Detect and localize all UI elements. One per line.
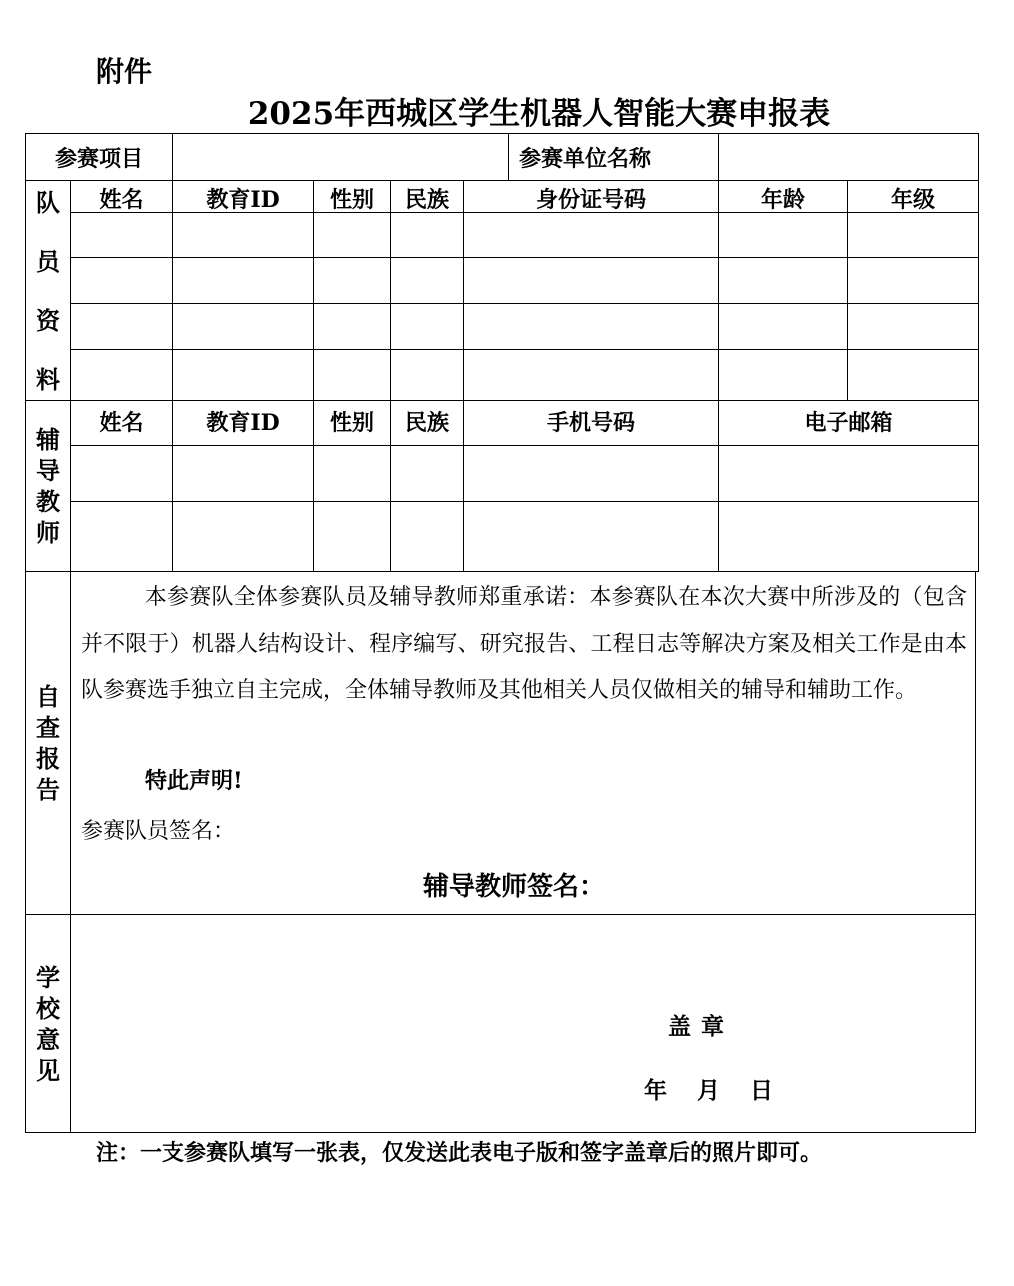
- team-cell[interactable]: [390, 303, 464, 350]
- team-section-label: [25, 180, 71, 401]
- unit-input[interactable]: [718, 133, 979, 181]
- self-check-label-char: 报: [36, 744, 60, 773]
- team-cell[interactable]: [390, 257, 464, 304]
- teacher-label-char: 导: [36, 456, 60, 485]
- teacher-label-char: 师: [36, 518, 60, 547]
- team-cell[interactable]: [390, 212, 464, 258]
- teacher-header-edu-id: 教育ID: [172, 400, 314, 446]
- teacher-section-label: [25, 400, 71, 572]
- team-header-ethnicity: 民族: [390, 180, 464, 213]
- team-header-gender: 性别: [313, 180, 391, 213]
- teacher-header-email: 电子邮箱: [718, 400, 979, 446]
- self-check-label-char: 自: [36, 682, 60, 711]
- attachment-label: 附件: [96, 55, 153, 88]
- date-label: 年 月 日: [644, 1077, 774, 1104]
- team-header-age: 年龄: [718, 180, 848, 213]
- team-cell[interactable]: [463, 212, 719, 258]
- teacher-cell[interactable]: [172, 501, 314, 572]
- team-header-edu-id: 教育ID: [172, 180, 314, 213]
- team-cell[interactable]: [718, 303, 848, 350]
- team-cell[interactable]: [313, 349, 391, 401]
- team-cell[interactable]: [718, 257, 848, 304]
- team-cell[interactable]: [313, 212, 391, 258]
- school-label-char: 意: [36, 1024, 60, 1054]
- team-cell[interactable]: [172, 212, 314, 258]
- teacher-signature-label: 辅导教师签名：: [423, 872, 606, 902]
- team-cell[interactable]: [463, 257, 719, 304]
- school-section-label: [25, 914, 71, 1133]
- teacher-header-gender: 性别: [313, 400, 391, 446]
- unit-label: 参赛单位名称: [508, 133, 719, 181]
- school-label-char: 学: [36, 962, 60, 992]
- team-cell[interactable]: [313, 303, 391, 350]
- teacher-cell[interactable]: [718, 501, 979, 572]
- footnote: 注：一支参赛队填写一张表，仅发送此表电子版和签字盖章后的照片即可。: [96, 1140, 823, 1166]
- self-check-label-char: 查: [36, 713, 60, 742]
- team-cell[interactable]: [172, 349, 314, 401]
- statement-text: 特此声明!: [145, 768, 243, 794]
- team-label-char: 资: [36, 305, 60, 335]
- team-cell[interactable]: [718, 212, 848, 258]
- team-cell[interactable]: [70, 212, 173, 258]
- team-cell[interactable]: [172, 303, 314, 350]
- team-cell[interactable]: [70, 257, 173, 304]
- teacher-label-char: 教: [36, 487, 60, 516]
- team-label-char: 料: [36, 364, 60, 394]
- team-cell[interactable]: [172, 257, 314, 304]
- team-cell[interactable]: [718, 349, 848, 401]
- school-label-char: 见: [36, 1055, 60, 1085]
- team-cell[interactable]: [463, 303, 719, 350]
- teacher-cell[interactable]: [390, 445, 464, 502]
- teacher-label-char: 辅: [36, 425, 60, 454]
- team-cell[interactable]: [70, 303, 173, 350]
- teacher-cell[interactable]: [70, 445, 173, 502]
- team-label-char: 队: [36, 187, 60, 217]
- declaration-text: 本参赛队全体参赛队员及辅导教师郑重承诺：本参赛队在本次大赛中所涉及的（包含并不限于）机器人结构设计、程序编写、研究报告、工程日志等解决方案及相关工作是由本队参赛选手独立自主完成，全体辅导教师及其他相关人员仅做相关的辅导和辅助工作。: [81, 585, 967, 703]
- teacher-cell[interactable]: [463, 445, 719, 502]
- seal-label: 盖章: [668, 1013, 734, 1040]
- team-cell[interactable]: [847, 212, 979, 258]
- team-header-grade: 年级: [847, 180, 979, 213]
- teacher-cell[interactable]: [463, 501, 719, 572]
- team-label-char: 员: [36, 246, 60, 276]
- teacher-cell[interactable]: [70, 501, 173, 572]
- form-title: 2025年西城区学生机器人智能大赛申报表: [247, 96, 831, 132]
- teacher-cell[interactable]: [313, 501, 391, 572]
- self-check-label-char: 告: [36, 775, 60, 804]
- team-header-id-number: 身份证号码: [463, 180, 719, 213]
- team-cell[interactable]: [847, 303, 979, 350]
- team-cell[interactable]: [847, 349, 979, 401]
- project-label: 参赛项目: [25, 133, 173, 181]
- team-header-name: 姓名: [70, 180, 173, 213]
- team-cell[interactable]: [390, 349, 464, 401]
- team-cell[interactable]: [70, 349, 173, 401]
- project-input[interactable]: [172, 133, 509, 181]
- member-signature-label: 参赛队员签名：: [81, 819, 236, 844]
- teacher-cell[interactable]: [390, 501, 464, 572]
- self-check-section-label: [25, 571, 71, 915]
- school-opinion-box[interactable]: [70, 914, 976, 1133]
- team-cell[interactable]: [313, 257, 391, 304]
- teacher-header-ethnicity: 民族: [390, 400, 464, 446]
- teacher-header-phone: 手机号码: [463, 400, 719, 446]
- teacher-header-name: 姓名: [70, 400, 173, 446]
- team-cell[interactable]: [463, 349, 719, 401]
- school-label-char: 校: [36, 993, 60, 1023]
- team-cell[interactable]: [847, 257, 979, 304]
- teacher-cell[interactable]: [718, 445, 979, 502]
- teacher-cell[interactable]: [172, 445, 314, 502]
- teacher-cell[interactable]: [313, 445, 391, 502]
